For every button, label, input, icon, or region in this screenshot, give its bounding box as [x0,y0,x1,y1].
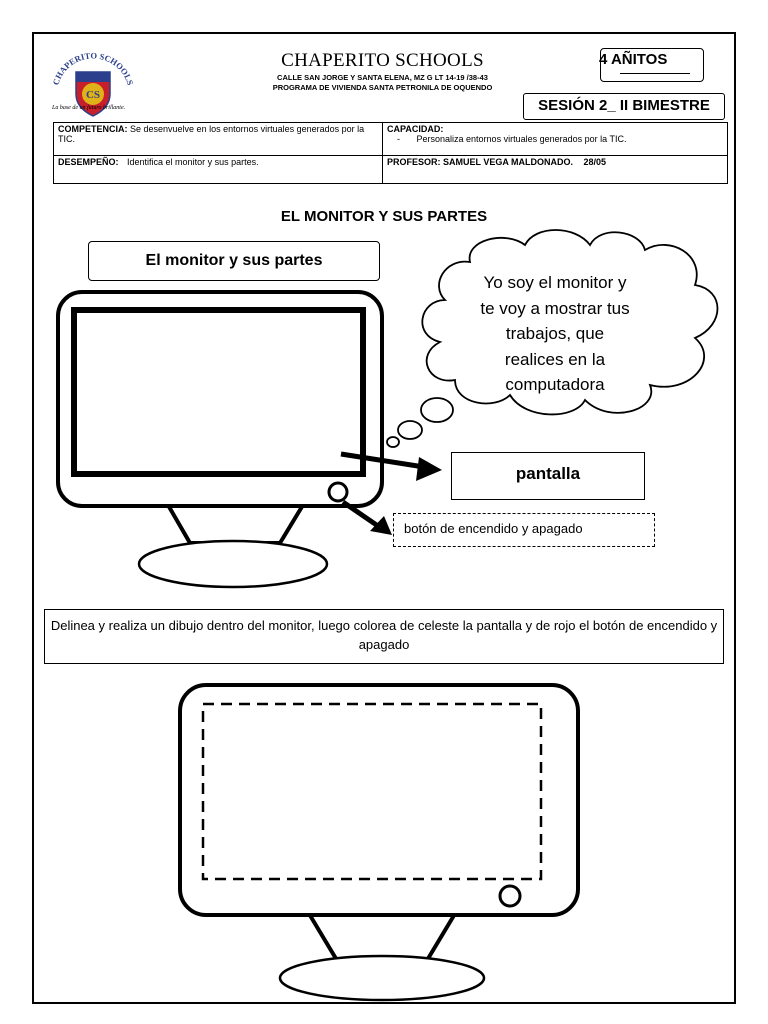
speech-line: realices en la [504,349,606,369]
school-name: CHAPERITO SCHOOLS [281,50,484,71]
desempeno-label: DESEMPEÑO: [58,157,119,167]
section-title: EL MONITOR Y SUS PARTES [280,208,488,225]
desempeno-text: Identifica el monitor y sus partes. [127,157,259,167]
monitor-title-box: El monitor y sus partes [88,241,380,281]
speech-text [445,270,665,398]
power-button-label-box: botón de encendido y apagado [393,513,655,547]
competencia-text: Se desenvuelve en los entornos virtuales generados por la TIC. [58,124,365,144]
competencia-label: COMPETENCIA: [58,124,128,134]
capacidad-bullet: - [397,134,400,144]
session-date: 28/05 [583,157,607,167]
speech-line: computadora [505,375,605,394]
profesor-label: PROFESOR: SAMUEL VEGA MALDONADO. [387,157,574,167]
grade-label: 4 AÑITOS [599,51,668,68]
logo-arc-text: CHAPERITO SCHOOLS [50,50,136,87]
screen-label-box: pantalla [451,452,645,500]
drawing-monitor-outline [180,685,578,1000]
session-box: SESIÓN 2_ II BIMESTRE [523,93,725,120]
capacidad-label: CAPACIDAD: [387,124,444,134]
address-line-2: PROGRAMA DE VIVIENDA SANTA PETRONILA DE OQUENDO [272,83,493,92]
monitor-illustration [58,292,382,587]
instruction-box: Delinea y realiza un dibujo dentro del monitor, luego colorea de celeste la pantalla y de rojo el botón de encendido y apagado [44,609,724,664]
capacidad-text: Personaliza entornos virtuales generados por la TIC. [416,134,627,144]
address-line-1: CALLE SAN JORGE Y SANTA ELENA, MZ G LT 14-19 /38-43 [277,73,488,82]
speech-line: trabajos, que [505,324,605,343]
speech-line: te voy a mostrar tus [480,298,630,318]
logo-monogram: CS [85,89,101,101]
logo-motto: La base de un futuro brillante. [52,105,126,111]
arrow-to-power-button-icon [343,502,392,535]
speech-line: Yo soy el monitor y [483,273,627,292]
